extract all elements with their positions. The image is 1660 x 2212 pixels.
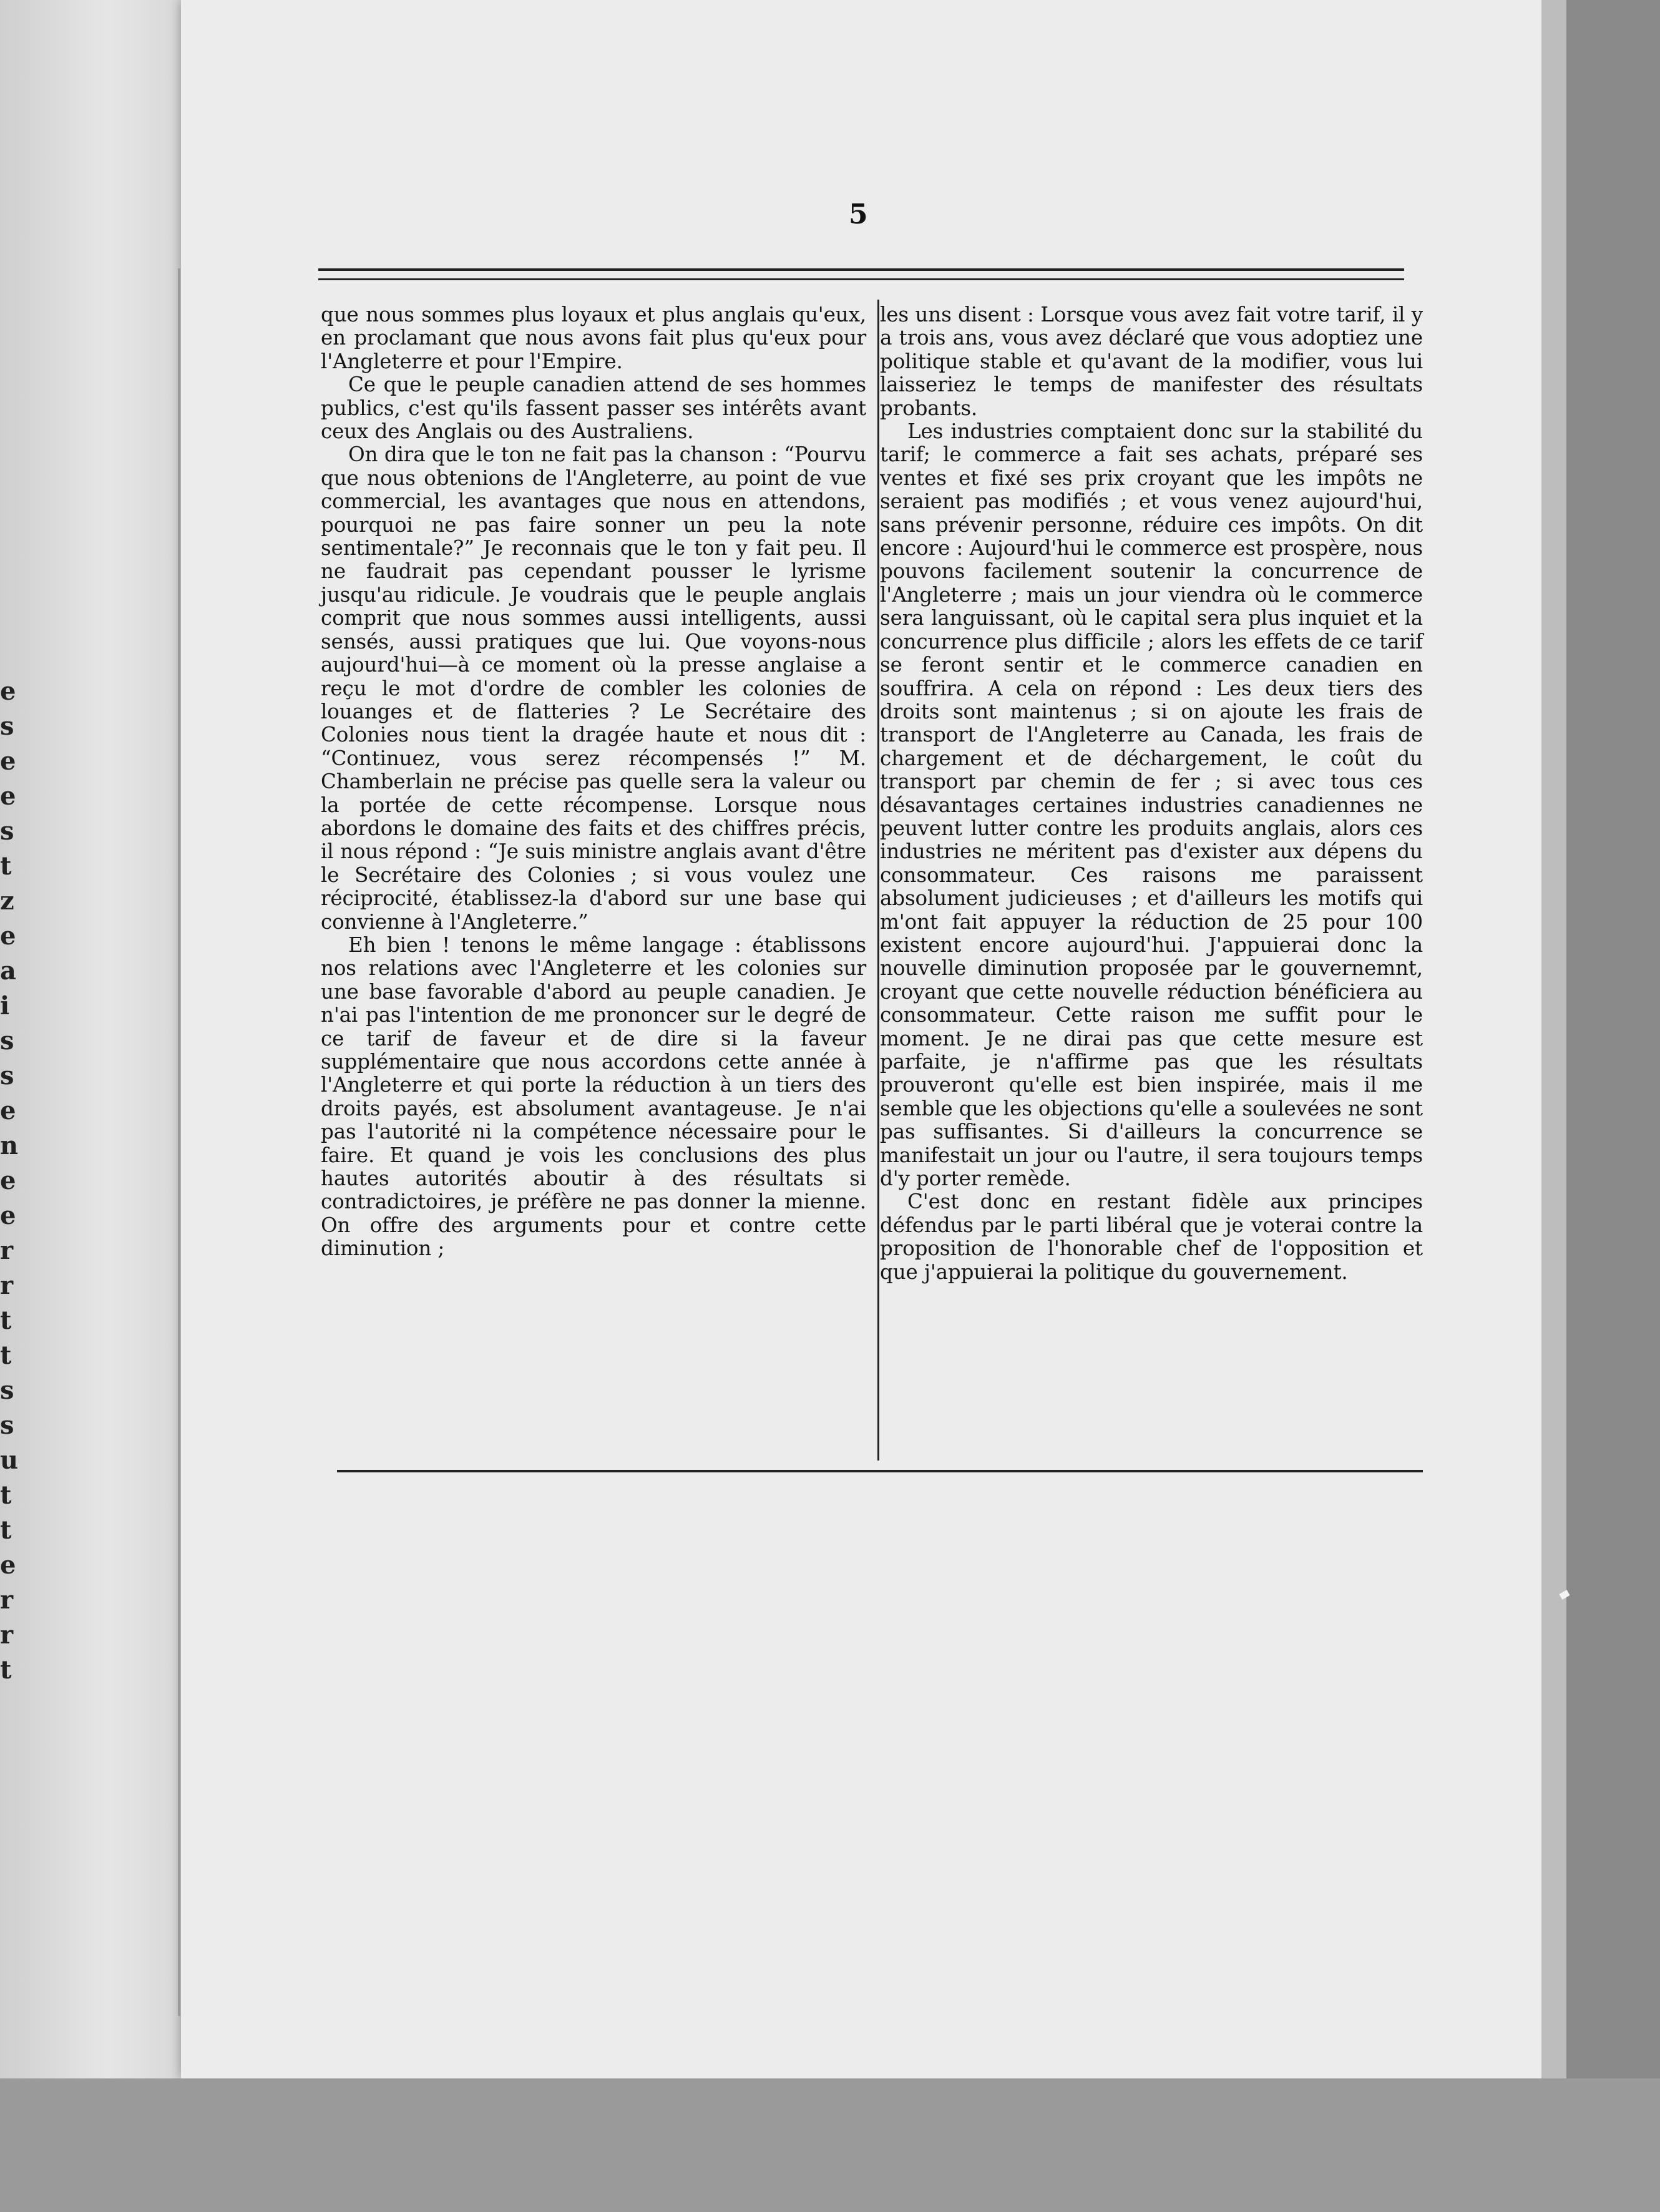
margin-fragment: n xyxy=(0,1131,19,1160)
page-edge-shadow xyxy=(1541,0,1566,2078)
margin-fragment: e xyxy=(0,746,16,776)
margin-fragment: t xyxy=(0,1515,12,1545)
paragraph: Eh bien ! tenons le même langage : établissons nos relations avec l'Angleterre et les colonies sur une base favorable d'abord au peuple canadien. Je n'ai pas l'intention de me prononcer sur le degré de ce tarif de faveur et de dire si la faveur supplémentaire que nous accordons cette année à l'Angleterre et qui porte la réduction à un tiers des droits payés, est absolument avantageuse. Je n'ai pas l'autorité ni la compétence nécessaire pour le faire. Et quand je vois les conclusions des plus hautes autorités aboutir à des résultats si contradictoires, je préfère ne pas donner la mienne. On offre des arguments pour et contre cette diminution ; xyxy=(321,932,866,1261)
margin-fragment: e xyxy=(0,921,16,951)
margin-fragment: e xyxy=(0,781,16,811)
left-text-column xyxy=(321,303,866,1261)
paragraph: Les industries comptaient donc sur la stabilité du tarif; le commerce a fait ses achats, préparé ses ventes et fixé ses prix croyant que les impôts ne seraient pas modifiés ; et vous venez aujourd'hui, sans prévenir personne, réduire ces impôts. On dit encore : Aujourd'hui le commerce est prospère, nous pouvons facilement soutenir la concurrence de l'Angleterre ; mais un jour viendra où le commerce sera languissant, où le capital sera plus inquiet et la concurrence plus difficile ; alors les effets de ce tarif se feront sentir et le commerce canadien en souffrira. A cela on répond : Les deux tiers des droits sont maintenus ; si on ajoute les frais de transport de l'Angleterre au Canada, les frais de chargement et de déchargement, le coût du transport par chemin de fer ; si avec tous ces désavantages certaines industries canadiennes ne peuvent lutter contre les produits anglais, alors ces industries ne méritent pas d'exister aux dépens du consommateur. Ces raisons me paraissent absolument judicieuses ; et d'ailleurs les motifs qui m'ont fait appuyer la réduction de 25 pour 100 existent encore aujourd'hui. J'appuierai donc la nouvelle diminution proposée par le gouvernemnt, croyant que cette nouvelle réduction bénéficiera au consommateur. Cette raison me suffit pour le moment. Je ne dirai pas que cette mesure est parfaite, je n'affirme pas que les résultats prouveront qu'elle est bien inspirée, mais il me semble que les objections qu'elle a soulevées ne sont pas suffisantes. Si d'ailleurs la concurrence se manifestait un jour ou l'autre, il sera toujours temps d'y porter remède. xyxy=(880,419,1423,1191)
adjacent-page-text-fragments xyxy=(0,674,25,2035)
margin-fragment: t xyxy=(0,1341,12,1370)
margin-fragment: z xyxy=(0,886,14,916)
footer-rule xyxy=(337,1470,1423,1472)
margin-fragment: s xyxy=(0,1061,14,1090)
margin-fragment: t xyxy=(0,851,12,881)
margin-fragment: e xyxy=(0,1550,16,1580)
margin-fragment: i xyxy=(0,991,10,1020)
paragraph: C'est donc en restant fidèle aux principes défendus par le parti libéral que je voterai contre la proposition de l'honorable chef de l'opposition et que j'appuierai la politique du gouvernement. xyxy=(880,1190,1423,1284)
margin-fragment: r xyxy=(0,1620,14,1650)
header-double-rule xyxy=(318,268,1404,280)
margin-fragment: r xyxy=(0,1236,14,1265)
margin-fragment: e xyxy=(0,677,16,706)
paragraph: On dira que le ton ne fait pas la chanson : “Pourvu que nous obtenions de l'Angleterre, au point de vue commercial, les avantages que nous en attendons, pourquoi ne pas faire sonner un peu la note sentimentale?” Je reconnais que le ton y fait peu. Il ne faudrait pas cependant pousser le lyrisme jusqu'au ridicule. Je voudrais que le peuple anglais comprit que nous sommes aussi intelligents, aussi sensés, aussi pratiques que lui. Que voyons-nous aujourd'hui—à ce moment où la presse anglaise a reçu le mot d'ordre de combler les colonies de louanges et de flatteries ? Le Secrétaire des Colonies nous tient la dragée haute et nous dit : “Continuez, vous serez récompensés !” M. Chamberlain ne précise pas quelle sera la valeur ou la portée de cette récompense. Lorsque nous abordons le domaine des faits et des chiffres précis, il nous répond : “Je suis ministre anglais avant d'être le Secrétaire des Colonies ; si vous voulez une réciprocité, établissez-la d'abord sur une base qui convienne à l'Angleterre.” xyxy=(321,443,866,934)
margin-fragment: e xyxy=(0,1096,16,1125)
paragraph: Ce que le peuple canadien attend de ses hommes publics, c'est qu'ils fassent passer ses intérêts avant ceux des Anglais ou des Australiens. xyxy=(321,373,866,444)
margin-fragment: t xyxy=(0,1306,12,1335)
adjacent-page xyxy=(0,0,181,2212)
margin-fragment: s xyxy=(0,1376,14,1405)
scan-background xyxy=(0,2078,1660,2212)
right-text-column xyxy=(880,303,1423,1284)
margin-fragment: t xyxy=(0,1480,12,1510)
margin-fragment: u xyxy=(0,1446,19,1475)
page-number: 5 xyxy=(849,198,868,230)
margin-fragment: r xyxy=(0,1271,14,1300)
margin-fragment: t xyxy=(0,1655,12,1685)
paragraph: les uns disent : Lorsque vous avez fait votre tarif, il y a trois ans, vous avez déclaré que vous adoptiez une politique stable et qu'avant de la modifier, vous lui laisseriez le temps de manifester des résultats probants. xyxy=(880,303,1423,420)
paragraph: que nous sommes plus loyaux et plus anglais qu'eux, en proclamant que nous avons fait plus qu'eux pour l'Angleterre et pour l'Empire. xyxy=(321,303,866,373)
margin-fragment: s xyxy=(0,712,14,741)
margin-fragment: s xyxy=(0,1026,14,1055)
margin-fragment: r xyxy=(0,1585,14,1615)
margin-fragment: a xyxy=(0,956,16,986)
margin-fragment: e xyxy=(0,1201,16,1230)
page-fold-line xyxy=(178,268,180,2016)
margin-fragment: s xyxy=(0,816,14,846)
margin-fragment: e xyxy=(0,1166,16,1195)
column-divider xyxy=(877,300,879,1461)
margin-fragment: s xyxy=(0,1411,14,1440)
